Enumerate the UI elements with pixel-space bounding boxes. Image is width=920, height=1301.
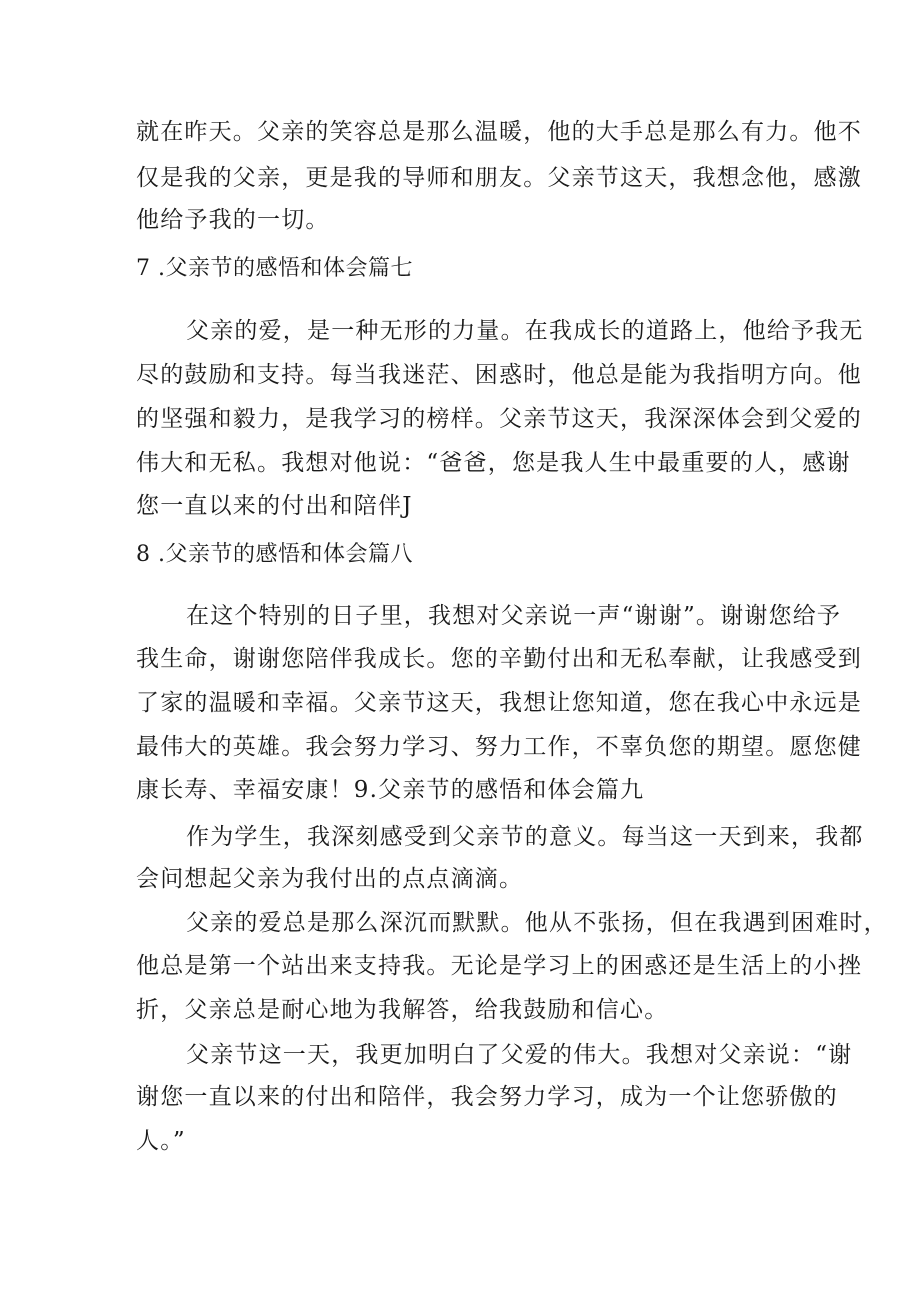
text-line: 父亲节这一天，我更加明白了父爱的伟大。我想对父亲说：“谢 [186, 1042, 853, 1068]
text-line: 人。” [136, 1128, 186, 1154]
text-line: 最伟大的英雄。我会努力学习、努力工作，不辜负您的期望。愿您健 [136, 734, 862, 760]
section-heading-8: 8 .父亲节的感悟和体会篇八 [136, 542, 413, 567]
text-line: 谢您一直以来的付出和陪伴，我会努力学习，成为一个让您骄傲的 [136, 1084, 838, 1110]
text-line: 在这个特别的日子里，我想对父亲说一声“谢谢”。谢谢您给予 [186, 603, 842, 629]
text-line: 就在昨天。父亲的笑容总是那么温暖，他的大手总是那么有力。他不 [136, 119, 862, 145]
text-line: 伟大和无私。我想对他说：“爸爸，您是我人生中最重要的人，感谢 [136, 450, 851, 476]
text-line: 会问想起父亲为我付出的点点滴滴。 [136, 866, 524, 892]
text-line: 我生命，谢谢您陪伴我成长。您的辛勤付出和无私奉献，让我感受到 [136, 646, 862, 672]
text-line: 他总是第一个站出来支持我。无论是学习上的困惑还是生活上的小挫 [136, 953, 862, 979]
text-line: 仅是我的父亲，更是我的导师和朋友。父亲节这天，我想念他，感激 [136, 165, 862, 191]
text-line: 尽的鼓励和支持。每当我迷茫、困惑时，他总是能为我指明方向。他 [136, 362, 862, 388]
text-line: 作为学生，我深刻感受到父亲节的意义。每当这一天到来，我都 [186, 824, 864, 850]
text-line: 康长寿、幸福安康！9.父亲节的感悟和体会篇九 [136, 777, 645, 803]
text-line: 父亲的爱，是一种无形的力量。在我成长的道路上，他给予我无 [186, 318, 864, 344]
text-line: 了家的温暖和幸福。父亲节这天，我想让您知道，您在我心中永远是 [136, 690, 862, 716]
text-line: 您一直以来的付出和陪伴J [136, 493, 413, 519]
section-heading-7: 7 .父亲节的感悟和体会篇七 [136, 256, 413, 281]
text-line: 的坚强和毅力，是我学习的榜样。父亲节这天，我深深体会到父爱的 [136, 406, 862, 432]
text-line: 父亲的爱总是那么深沉而默默。他从不张扬，但在我遇到困难时， [186, 910, 888, 936]
text-line: 他给予我的一切。 [136, 207, 330, 233]
text-line: 折，父亲总是耐心地为我解答，给我鼓励和信心。 [136, 997, 669, 1023]
